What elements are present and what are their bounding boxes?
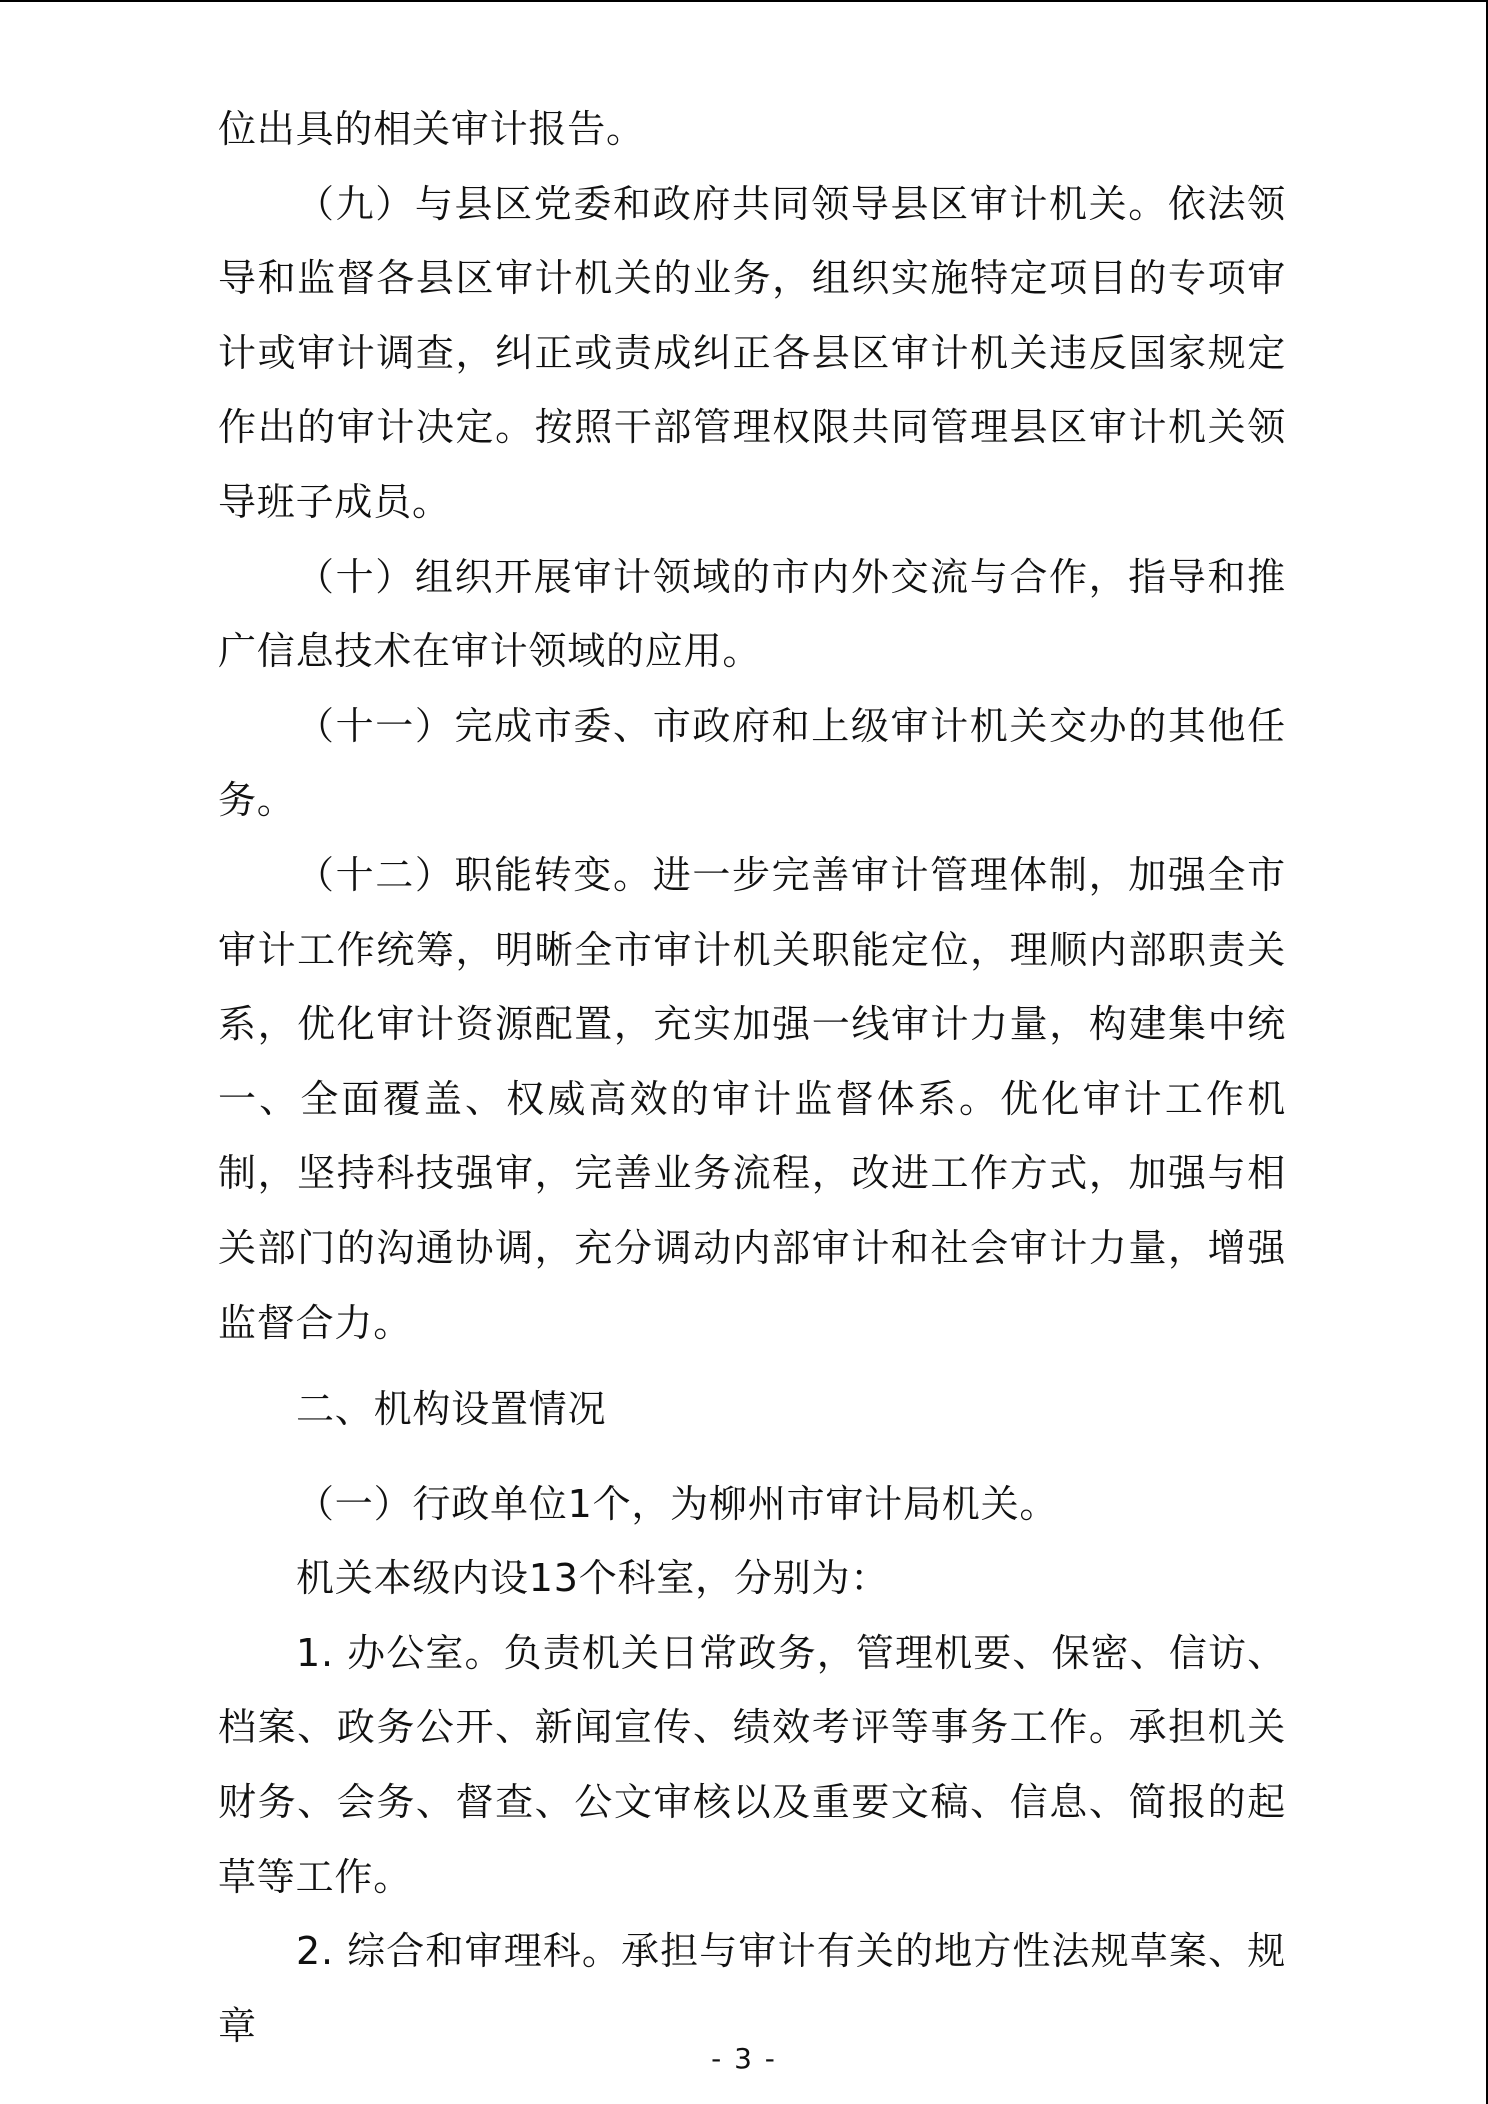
- paragraph-admin-unit: （一）行政单位1个，为柳州市审计局机关。: [296, 1481, 1059, 1526]
- paragraph-review-section: 2. 综合和审理科。承担与审计有关的地方性法规草案、规章: [218, 1929, 1286, 2048]
- paragraph-continuation: 位出具的相关审计报告。: [218, 107, 645, 151]
- paragraph-office: 1. 办公室。负责机关日常政务，管理机要、保密、信访、档案、政务公开、新闻宣传、绩效考评等事务工作。承担机关财务、会务、督查、公文审核以及重要文稿、信息、简报的起草等工作。: [218, 1630, 1286, 1899]
- paragraph-item-12: （十二）职能转变。进一步完善审计管理体制，加强全市审计工作统筹，明晰全市审计机关职能定位，理顺内部职责关系，优化审计资源配置，充实加强一线审计力量，构建集中统一、全面覆盖、权威高效的审计监督体系。优化审计工作机制，坚持科技强审，完善业务流程，改进工作方式，加强与相关部门的沟通协调，充分调动内部审计和社会审计力量，增强监督合力。: [218, 852, 1286, 1345]
- paragraph-item-9: （九）与县区党委和政府共同领导县区审计机关。依法领导和监督各县区审计机关的业务，组织实施特定项目的专项审计或审计调查，纠正或责成纠正各县区审计机关违反国家规定作出的审计决定。按照干部管理权限共同管理县区审计机关领导班子成员。: [218, 181, 1286, 524]
- section-heading: 二、机构设置情况: [296, 1387, 607, 1432]
- document-body: [218, 92, 1286, 2063]
- paragraph-item-10: （十）组织开展审计领域的市内外交流与合作，指导和推广信息技术在审计领域的应用。: [218, 554, 1286, 674]
- page-border-top: [0, 0, 1488, 2]
- paragraph-item-11: （十一）完成市委、市政府和上级审计机关交办的其他任务。: [218, 703, 1286, 823]
- paragraph-departments-intro: 机关本级内设13个科室，分别为：: [296, 1556, 890, 1601]
- page-number: - 3 -: [711, 2042, 777, 2075]
